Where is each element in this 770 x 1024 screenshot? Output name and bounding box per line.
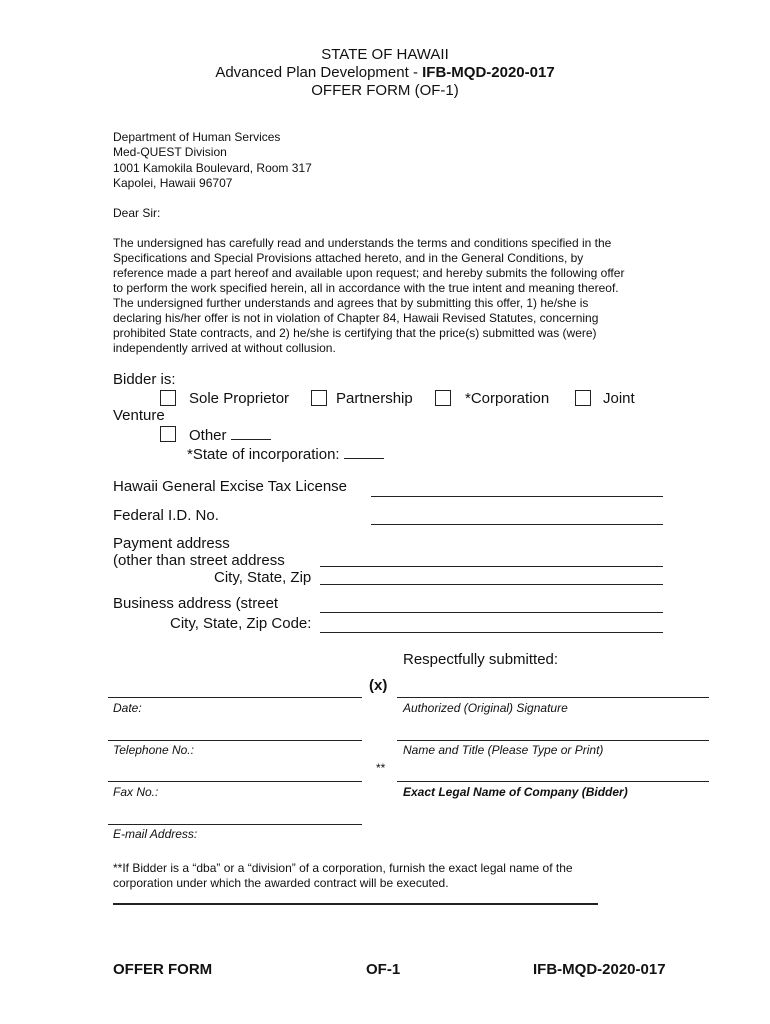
federal-id-field[interactable]	[371, 524, 663, 525]
payment-city-field[interactable]	[320, 584, 663, 585]
fax-label: Fax No.:	[113, 785, 159, 799]
partnership-checkbox[interactable]	[311, 390, 327, 406]
signature-label: Authorized (Original) Signature	[403, 701, 568, 715]
header-subtitle-prefix: Advanced Plan Development -	[215, 64, 423, 81]
telephone-field[interactable]	[108, 740, 362, 741]
business-address-field[interactable]	[320, 612, 663, 613]
corporation-label: *Corporation	[465, 390, 550, 407]
body-line: The undersigned further understands and agrees that by submitting this offer, 1) he/she is	[113, 296, 589, 310]
joint-label: Joint	[603, 390, 635, 407]
business-city-label: City, State, Zip Code:	[170, 615, 312, 632]
body-line: declaring his/her offer is not in violation of Chapter 84, Hawaii Revised Statutes, concerning	[113, 311, 599, 325]
fax-field[interactable]	[108, 781, 362, 782]
legal-name-field[interactable]	[397, 781, 709, 782]
payment-address-label: Payment address	[113, 535, 230, 552]
header-subtitle-ifb: IFB-MQD-2020-017	[422, 64, 555, 81]
footer-form-name: OFFER FORM	[113, 961, 213, 978]
footnote-line-2: corporation under which the awarded contract will be executed.	[113, 876, 449, 890]
telephone-label: Telephone No.:	[113, 743, 194, 757]
body-line: independently arrived at without collusion.	[113, 341, 336, 355]
body-line: prohibited State contracts, and 2) he/she is certifying that the price(s) submitted was (were)	[113, 326, 597, 340]
state-incorporation-blank[interactable]	[344, 444, 384, 459]
other-label-text: Other	[189, 427, 227, 444]
address-line-4: Kapolei, Hawaii 96707	[113, 176, 233, 190]
address-line-2: Med-QUEST Division	[113, 145, 227, 159]
partnership-label: Partnership	[336, 390, 413, 407]
excise-tax-label: Hawaii General Excise Tax License	[113, 478, 348, 495]
footnote-line-1: **If Bidder is a “dba” or a “division” of a corporation, furnish the exact legal name of the	[113, 861, 573, 875]
joint-venture-checkbox[interactable]	[575, 390, 591, 406]
name-title-field[interactable]	[397, 740, 709, 741]
signature-x-mark: (x)	[369, 677, 388, 694]
other-label	[189, 425, 271, 445]
body-line: Specifications and Special Provisions attached hereto, and in the General Conditions, by	[113, 251, 584, 265]
bidder-label: Bidder is:	[113, 371, 176, 388]
footer-ifb-number: IFB-MQD-2020-017	[533, 961, 666, 978]
footnote-underline	[113, 903, 598, 905]
body-line: to perform the work specified herein, all in accordance with the true intent and meaning thereof.	[113, 281, 619, 295]
double-star-mark: **	[376, 761, 386, 775]
name-title-label: Name and Title (Please Type or Print)	[403, 743, 604, 757]
body-paragraph	[113, 236, 673, 356]
header-title: STATE OF HAWAII	[321, 46, 449, 63]
venture-label: Venture	[113, 407, 165, 424]
sole-proprietor-checkbox[interactable]	[160, 390, 176, 406]
address-line-3: 1001 Kamokila Boulevard, Room 317	[113, 161, 312, 175]
excise-tax-field[interactable]	[371, 496, 663, 497]
footer-form-code: OF-1	[366, 961, 401, 978]
other-checkbox[interactable]	[160, 426, 176, 442]
header-subtitle	[0, 64, 770, 82]
body-line: The undersigned has carefully read and understands the terms and conditions specified in the	[113, 236, 612, 250]
payment-city-label: City, State, Zip	[214, 569, 312, 586]
legal-name-label: Exact Legal Name of Company (Bidder)	[403, 785, 628, 799]
email-label: E-mail Address:	[113, 827, 198, 841]
corporation-checkbox[interactable]	[435, 390, 451, 406]
business-city-field[interactable]	[320, 632, 663, 633]
email-field[interactable]	[108, 824, 362, 825]
state-incorporation-label	[187, 444, 384, 464]
header-form-name: OFFER FORM (OF-1)	[311, 82, 459, 99]
body-line: reference made a part hereof and available upon request; and hereby submits the following offer	[113, 266, 625, 280]
federal-id-label: Federal I.D. No.	[113, 507, 219, 524]
date-label: Date:	[113, 701, 142, 715]
sole-proprietor-label: Sole Proprietor	[189, 390, 290, 407]
payment-address-field[interactable]	[320, 566, 663, 567]
salutation: Dear Sir:	[113, 206, 161, 220]
other-blank[interactable]	[231, 425, 271, 440]
date-field[interactable]	[108, 697, 362, 698]
respectfully-submitted: Respectfully submitted:	[403, 651, 559, 668]
signature-field[interactable]	[397, 697, 709, 698]
business-address-label: Business address (street	[113, 595, 279, 612]
state-incorporation-text: *State of incorporation:	[187, 446, 340, 463]
payment-address-sub-label: (other than street address	[113, 552, 285, 569]
address-line-1: Department of Human Services	[113, 130, 281, 144]
